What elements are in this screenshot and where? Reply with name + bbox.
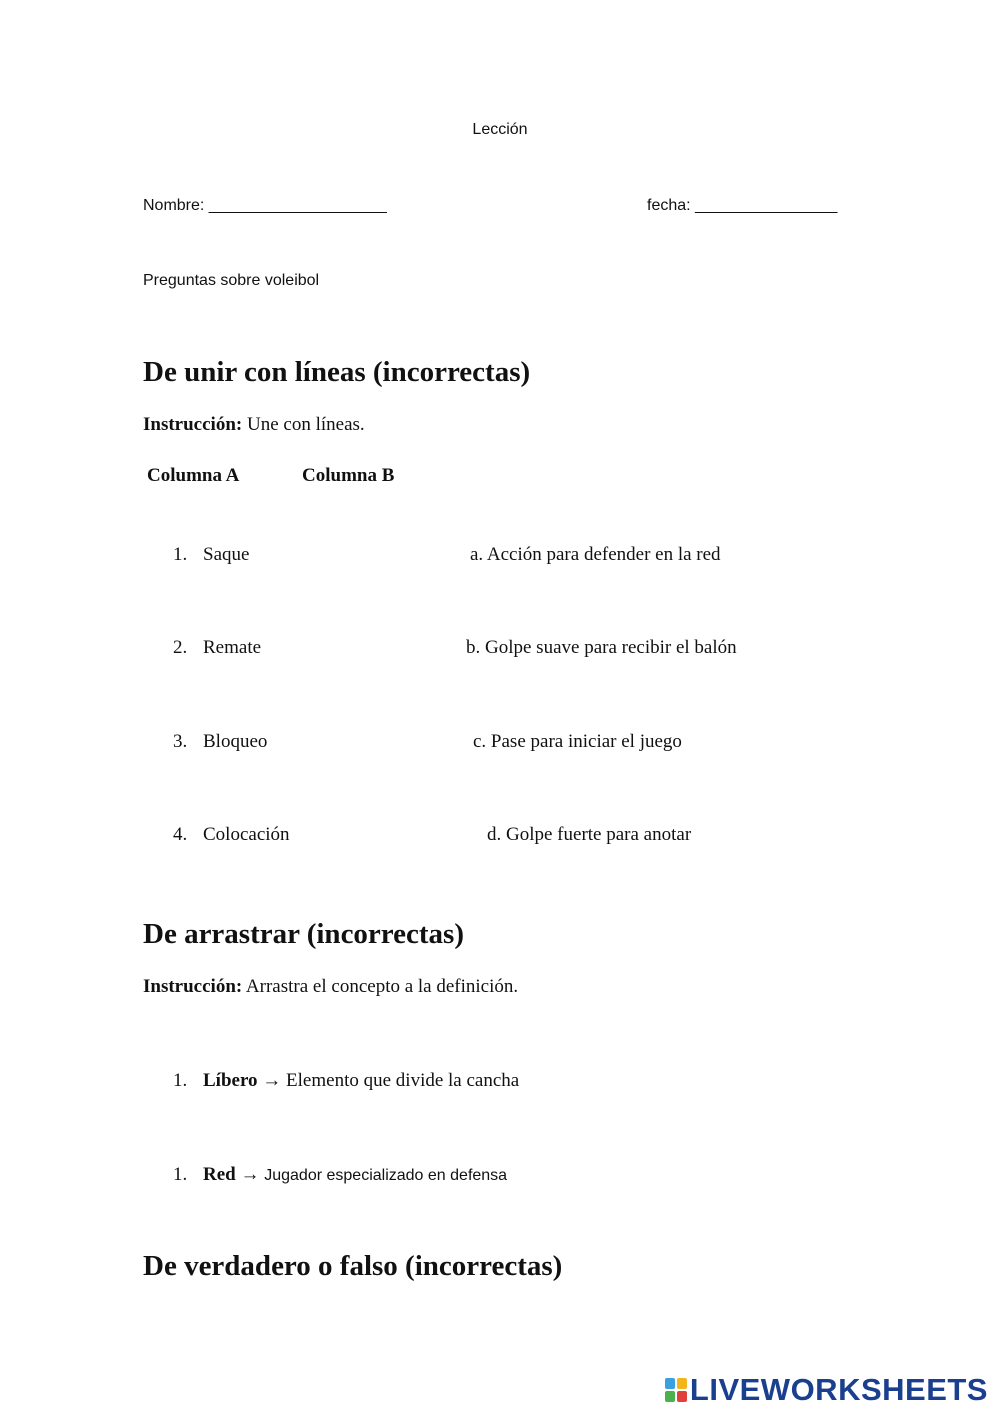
section-heading-verdadero-falso: De verdadero o falso (incorrectas) <box>143 1250 563 1282</box>
match-term-remate[interactable]: Remate <box>203 637 262 658</box>
drag-row-red <box>203 1164 507 1186</box>
name-field[interactable]: Nombre: ____________________ <box>143 197 387 214</box>
item-number: 1. <box>173 1070 188 1091</box>
column-b-header: Columna B <box>302 465 395 486</box>
match-definition-b[interactable]: b. Golpe suave para recibir el balón <box>466 637 737 658</box>
match-definition-c[interactable]: c. Pase para iniciar el juego <box>473 731 682 752</box>
date-field[interactable]: fecha: ________________ <box>647 197 838 214</box>
drop-definition-defensa[interactable]: Jugador especializado en defensa <box>264 1167 508 1184</box>
match-term-saque[interactable]: Saque <box>203 544 250 565</box>
item-number: 3. <box>173 731 188 752</box>
drag-term-libero[interactable]: Líbero <box>203 1070 258 1091</box>
logo-square <box>665 1391 675 1402</box>
section-heading-unir: De unir con líneas (incorrectas) <box>143 356 531 388</box>
liveworksheets-logo[interactable] <box>665 1372 988 1408</box>
match-definition-a[interactable]: a. Acción para defender en la red <box>470 544 721 565</box>
drop-definition-cancha[interactable]: Elemento que divide la cancha <box>286 1070 520 1091</box>
logo-squares-icon <box>665 1378 687 1402</box>
logo-square <box>677 1378 687 1389</box>
logo-text: LIVEWORKSHEETS <box>689 1372 988 1407</box>
arrow-icon: → <box>257 1070 287 1091</box>
match-term-bloqueo[interactable]: Bloqueo <box>203 731 268 752</box>
instruction-unir <box>143 414 365 436</box>
match-term-colocacion[interactable]: Colocación <box>203 824 290 845</box>
instruction-label: Instrucción: <box>143 414 243 435</box>
page-title: Lección <box>472 121 528 138</box>
match-definition-d[interactable]: d. Golpe fuerte para anotar <box>487 824 692 845</box>
item-number: 4. <box>173 824 188 845</box>
instruction-arrastrar <box>143 976 518 998</box>
arrow-icon: → <box>235 1164 265 1185</box>
item-number: 1. <box>173 1164 188 1185</box>
logo-square <box>677 1391 687 1402</box>
logo-square <box>665 1378 675 1389</box>
drag-term-red[interactable]: Red <box>203 1164 236 1185</box>
instruction-text: Une con líneas. <box>242 414 365 435</box>
instruction-text: Arrastra el concepto a la definición. <box>242 976 519 997</box>
section-heading-arrastrar: De arrastrar (incorrectas) <box>143 918 464 950</box>
item-number: 2. <box>173 637 188 658</box>
item-number: 1. <box>173 544 188 565</box>
page-subtitle: Preguntas sobre voleibol <box>143 272 320 289</box>
column-a-header: Columna A <box>147 465 240 486</box>
instruction-label: Instrucción: <box>143 976 243 997</box>
drag-row-libero <box>203 1070 519 1092</box>
